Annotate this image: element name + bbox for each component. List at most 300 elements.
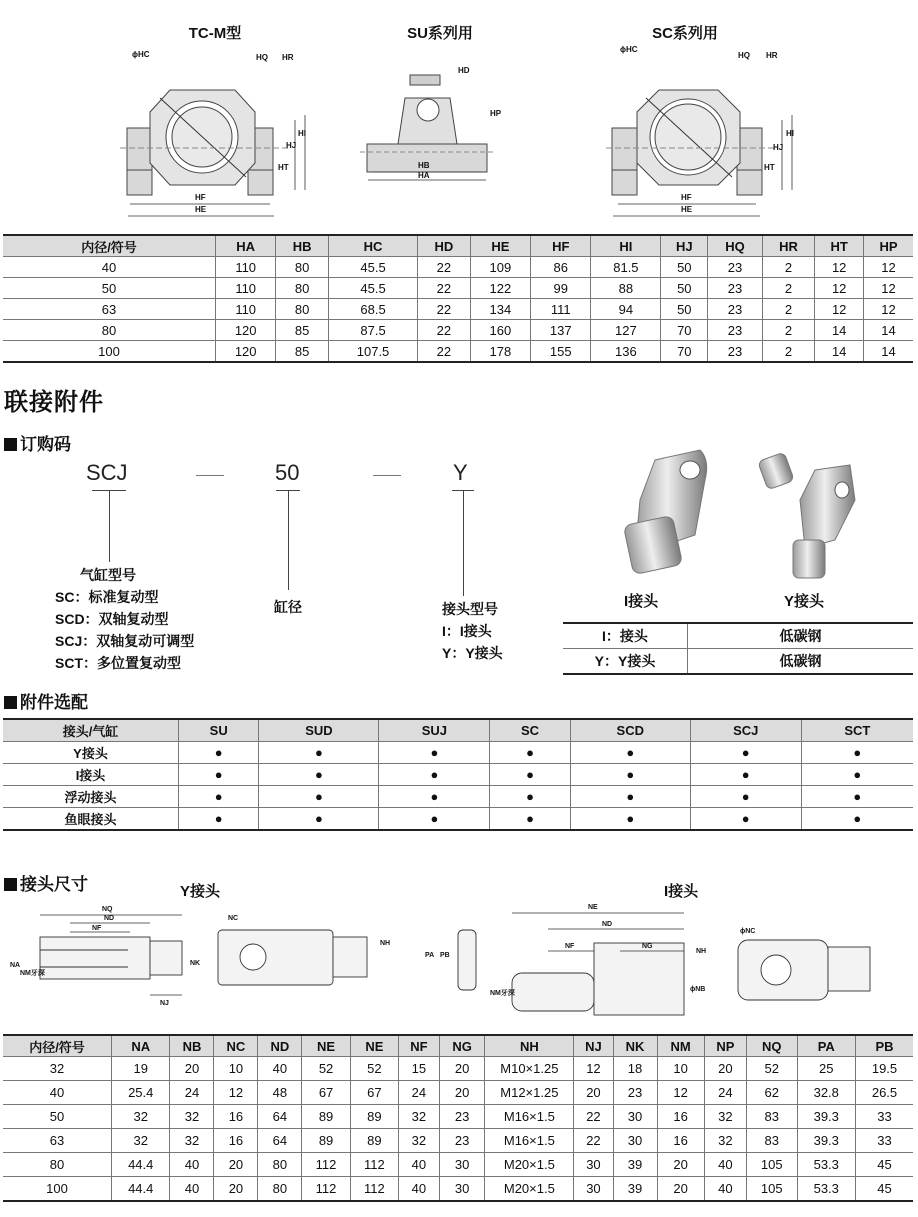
header-cell: SUJ [379,719,490,742]
bullet-dot-icon: ● [626,789,635,804]
bullet-dot-icon: ● [741,789,750,804]
table-cell: 120 [216,320,276,341]
bore-label: 缸径 [274,599,302,615]
table-cell: 134 [470,299,530,320]
code-leader [463,490,464,596]
bullet-dot-icon: ● [214,811,223,826]
table-cell: 68.5 [328,299,417,320]
table-cell: 22 [418,341,471,363]
table-cell: 19.5 [856,1057,914,1081]
joint-dims-heading: 接头尺寸 [4,870,88,895]
bullet-dot-icon: ● [430,745,439,760]
table-cell: 88 [591,278,661,299]
table-row [3,1153,913,1177]
table-cell: 2 [762,320,815,341]
bullet-dot-icon: ● [741,745,750,760]
header-cell: HI [591,235,661,257]
table-cell: 30 [439,1177,485,1202]
table-cell: M20×1.5 [485,1177,574,1202]
table-cell: 23 [439,1105,485,1129]
y-nc-label: NC [228,915,239,922]
table-row [3,257,913,278]
list-item: Y：Y接头 [442,645,503,661]
table-cell [259,742,379,764]
header-cell: SU [179,719,259,742]
tcm-ht-label: HT [278,163,289,172]
table-cell: 22 [418,278,471,299]
table-header-row [3,719,913,742]
i-joint-title: I接头 [664,883,699,900]
bullet-dot-icon: ● [741,811,750,826]
header-cell: HR [762,235,815,257]
bullet-dot-icon: ● [853,745,862,760]
table-cell: 20 [657,1177,704,1202]
su-ha-label: HA [418,171,430,180]
table-cell: 110 [216,299,276,320]
table-cell: 32 [112,1129,170,1153]
table-cell: 32 [3,1057,112,1081]
table-cell: 105 [747,1153,797,1177]
table-cell: 45 [856,1153,914,1177]
table-cell: 89 [302,1129,350,1153]
sc-hf-label: HF [681,193,692,202]
table-cell: 30 [574,1177,613,1202]
y-joint-title: Y接头 [180,883,221,900]
table-cell: 50 [661,257,708,278]
order-code-bore: 50 [275,460,300,485]
table-cell: 120 [216,341,276,363]
bullet-dot-icon: ● [853,789,862,804]
square-bullet-icon [4,878,17,891]
table-cell: 45.5 [328,278,417,299]
su-title: SU系列用 [407,25,473,42]
bullet-dot-icon: ● [526,745,534,760]
table-cell: 89 [350,1129,398,1153]
table-cell: 20 [574,1081,613,1105]
table-row [3,1129,913,1153]
list-item: SCJ：双轴复动可调型 [55,633,195,649]
table-cell: 89 [302,1105,350,1129]
table-cell [259,808,379,831]
sc-he-label: HE [681,205,693,214]
table-cell: 26.5 [856,1081,914,1105]
bullet-dot-icon: ● [626,745,635,760]
y-joint-image [758,452,855,578]
tcm-hi-label: HI [298,129,306,138]
table-cell: 40 [3,257,216,278]
table-cell: 16 [657,1105,704,1129]
table-cell: 浮动接头 [3,786,179,808]
table-cell: 112 [350,1177,398,1202]
header-cell: HC [328,235,417,257]
table-cell: M20×1.5 [485,1153,574,1177]
cylinder-model-title: 气缸型号 [80,567,136,583]
y-nh-label: NH [380,940,391,947]
mount-dimension-table [3,234,913,363]
table-cell: 85 [276,320,329,341]
table-cell: 44.4 [112,1177,170,1202]
table-cell: 64 [258,1129,302,1153]
table-cell: 22 [574,1129,613,1153]
y-nm-label: NM牙深 [20,970,45,977]
header-cell: HT [815,235,864,257]
i-nb-label: ϕNB [690,986,706,993]
y-nf-label: NF [92,925,102,932]
table-cell: 40 [399,1177,440,1202]
table-cell: 80 [258,1153,302,1177]
table-cell: 20 [439,1057,485,1081]
table-cell [259,786,379,808]
table-cell [690,764,801,786]
i-joint-image [623,450,706,575]
table-cell: 100 [3,1177,112,1202]
code-leader [288,490,289,590]
table-cell: 94 [591,299,661,320]
table-cell [379,742,490,764]
table-cell: 50 [661,299,708,320]
table-cell: 24 [170,1081,214,1105]
table-cell: 107.5 [328,341,417,363]
i-nd-label: ND [602,921,613,928]
table-cell: 12 [864,278,913,299]
order-code-separator [196,475,224,476]
square-bullet-icon [4,438,17,451]
table-cell: 12 [815,257,864,278]
table-cell: 19 [112,1057,170,1081]
cylinder-model-list [80,564,136,586]
bullet-dot-icon: ● [430,811,439,826]
table-cell: 136 [591,341,661,363]
table-row [3,808,913,831]
sc-title: SC系列用 [652,25,718,42]
table-cell: 83 [747,1129,797,1153]
table-cell: 23 [708,257,763,278]
table-cell: 30 [574,1153,613,1177]
table-cell [801,742,913,764]
table-cell: 50 [661,278,708,299]
table-cell: 45 [856,1177,914,1202]
table-cell: 99 [531,278,591,299]
table-cell: 155 [531,341,591,363]
header-cell: NH [485,1035,574,1057]
header-cell: NG [439,1035,485,1057]
table-cell: 12 [574,1057,613,1081]
table-cell: 14 [815,320,864,341]
table-cell: 10 [214,1057,258,1081]
table-cell: 39 [613,1177,657,1202]
table-cell: 12 [864,257,913,278]
table-cell: 52 [350,1057,398,1081]
i-nh-label: NH [696,948,707,955]
i-nm-label: NM牙深 [490,990,515,997]
table-cell: 80 [258,1177,302,1202]
table-cell: 20 [214,1177,258,1202]
table-cell: 39.3 [797,1105,855,1129]
header-cell: NC [214,1035,258,1057]
header-cell: HJ [661,235,708,257]
table-cell: 64 [258,1105,302,1129]
table-cell: 30 [613,1105,657,1129]
table-cell: 86 [531,257,591,278]
table-cell: 23 [613,1081,657,1105]
table-row [3,320,913,341]
table-cell: 39 [613,1153,657,1177]
sc-ht-label: HT [764,163,775,172]
table-cell: 32 [399,1105,440,1129]
table-cell: M12×1.25 [485,1081,574,1105]
table-cell: 2 [762,257,815,278]
table-cell [179,808,259,831]
table-cell [259,764,379,786]
table-cell [179,742,259,764]
table-cell: 2 [762,299,815,320]
bullet-dot-icon: ● [314,811,323,826]
table-cell: 22 [418,257,471,278]
table-cell: I：接头 [563,623,688,649]
su-hb-label: HB [418,161,430,170]
bullet-dot-icon: ● [214,789,223,804]
joint-drawings [0,895,918,1025]
header-cell: PA [797,1035,855,1057]
table-cell: 40 [704,1177,746,1202]
table-row [3,1057,913,1081]
header-cell: NE [350,1035,398,1057]
table-cell: 89 [350,1105,398,1129]
table-cell: 109 [470,257,530,278]
table-cell: 16 [657,1129,704,1153]
table-cell: 30 [439,1153,485,1177]
table-cell: 2 [762,341,815,363]
table-cell: 23 [708,320,763,341]
joint-images [610,440,870,590]
table-cell: 23 [439,1129,485,1153]
header-cell: PB [856,1035,914,1057]
bullet-dot-icon: ● [430,767,439,782]
joint-model-list [442,598,503,664]
table-cell [570,808,690,831]
table-cell: 137 [531,320,591,341]
table-cell: 112 [302,1153,350,1177]
sc-hr-label: HR [766,51,778,60]
table-cell [690,808,801,831]
table-cell: 52 [302,1057,350,1081]
table-cell: 2 [762,278,815,299]
table-cell: 53.3 [797,1177,855,1202]
table-cell [801,764,913,786]
table-cell: 14 [815,341,864,363]
table-cell: M16×1.5 [485,1129,574,1153]
table-cell [379,808,490,831]
table-cell: 80 [3,320,216,341]
i-nc-label: ϕNC [740,928,756,935]
bullet-dot-icon: ● [853,811,862,826]
table-cell: 40 [3,1081,112,1105]
header-cell: HE [470,235,530,257]
table-header-row [3,1035,913,1057]
header-cell: HP [864,235,913,257]
joint-dimension-table [3,1034,913,1202]
bullet-dot-icon: ● [314,745,323,760]
table-cell: 22 [418,320,471,341]
i-nf-label: NF [565,943,575,950]
table-cell: 33 [856,1105,914,1129]
accessory-table [3,718,913,831]
y-nq-label: NQ [102,906,113,913]
code-leader [109,490,110,562]
table-cell [570,742,690,764]
table-cell: 85 [276,341,329,363]
table-cell: 63 [3,299,216,320]
table-cell: 67 [350,1081,398,1105]
bullet-dot-icon: ● [314,789,323,804]
tcm-hc-label: ϕHC [132,50,150,59]
table-cell: 32 [112,1105,170,1129]
table-cell: 18 [613,1057,657,1081]
table-row [3,278,913,299]
cylinder-model-items [55,586,194,674]
table-cell: 112 [350,1153,398,1177]
su-drawing [360,75,495,172]
table-cell: 52 [747,1057,797,1081]
table-cell: 80 [276,278,329,299]
table-cell: 12 [657,1081,704,1105]
table-cell: 14 [864,320,913,341]
table-cell: 24 [399,1081,440,1105]
table-cell: 80 [276,257,329,278]
i-pb-label: PB [440,952,450,959]
table-cell [379,786,490,808]
table-cell: 40 [170,1177,214,1202]
tcm-he-label: HE [195,205,207,214]
table-cell: 44.4 [112,1153,170,1177]
tcm-hr-label: HR [282,53,294,62]
table-row [3,1105,913,1129]
table-cell: 12 [815,299,864,320]
table-cell: 40 [399,1153,440,1177]
table-cell: 鱼眼接头 [3,808,179,831]
table-cell: 16 [214,1129,258,1153]
header-cell: HD [418,235,471,257]
table-cell [179,764,259,786]
table-cell: 20 [214,1153,258,1177]
table-row [563,649,913,675]
table-cell [490,786,570,808]
table-cell: 100 [3,341,216,363]
table-cell: 32.8 [797,1081,855,1105]
square-bullet-icon [4,696,17,709]
table-cell: 63 [3,1129,112,1153]
table-cell: 12 [214,1081,258,1105]
table-cell: 22 [574,1105,613,1129]
header-cell: NA [112,1035,170,1057]
table-cell [490,764,570,786]
bullet-dot-icon: ● [214,745,223,760]
i-ng-label: NG [642,943,653,950]
table-cell: Y接头 [3,742,179,764]
header-cell: NK [613,1035,657,1057]
table-row [3,341,913,363]
table-cell: 24 [704,1081,746,1105]
table-row [3,764,913,786]
header-cell: 内径/符号 [3,235,216,257]
su-hd-label: HD [458,66,470,75]
i-pa-label: PA [425,952,435,959]
table-cell: 20 [170,1057,214,1081]
table-cell: 12 [864,299,913,320]
table-cell: 32 [170,1129,214,1153]
table-cell: 62 [747,1081,797,1105]
header-cell: NB [170,1035,214,1057]
table-cell: 32 [704,1129,746,1153]
list-item: SCD：双轴复动型 [55,611,169,627]
table-cell: 83 [747,1105,797,1129]
table-cell: 40 [704,1153,746,1177]
table-cell: 32 [399,1129,440,1153]
table-cell: 80 [276,299,329,320]
table-cell: 25 [797,1057,855,1081]
header-cell: NM [657,1035,704,1057]
table-cell: 低碳钢 [688,623,914,649]
table-cell: 32 [704,1105,746,1129]
mount-drawings [0,40,918,220]
header-cell: SCD [570,719,690,742]
table-cell: 32 [170,1105,214,1129]
table-cell: 40 [258,1057,302,1081]
table-header-row [3,235,913,257]
tcm-hj-label: HJ [286,141,297,150]
header-cell: HF [531,235,591,257]
table-cell: 40 [170,1153,214,1177]
sc-drawing [606,90,776,195]
table-cell: 111 [531,299,591,320]
table-cell: 87.5 [328,320,417,341]
table-cell: 23 [708,278,763,299]
header-cell: SCT [801,719,913,742]
table-cell: 45.5 [328,257,417,278]
table-cell: 53.3 [797,1153,855,1177]
sc-hj-label: HJ [773,143,784,152]
bullet-dot-icon: ● [214,767,223,782]
table-row [3,742,913,764]
table-cell: 80 [3,1153,112,1177]
header-cell: NE [302,1035,350,1057]
table-row [3,786,913,808]
table-cell: 122 [470,278,530,299]
y-nj-label: NJ [160,1000,169,1007]
header-cell: 内径/符号 [3,1035,112,1057]
header-cell: HA [216,235,276,257]
bullet-dot-icon: ● [526,811,534,826]
table-cell [490,808,570,831]
section-title: 联接附件 [4,389,104,416]
bullet-dot-icon: ● [853,767,862,782]
accessory-heading: 附件选配 [4,688,88,713]
table-cell: 低碳钢 [688,649,914,675]
table-cell: 48 [258,1081,302,1105]
order-code-joint: Y [453,460,468,485]
i-ne-label: NE [588,904,598,911]
list-item: I：I接头 [442,623,492,639]
sc-hc-label: ϕHC [620,45,638,54]
table-cell [801,808,913,831]
table-cell: 39.3 [797,1129,855,1153]
table-cell: 10 [657,1057,704,1081]
header-cell: SCJ [690,719,801,742]
table-cell: 112 [302,1177,350,1202]
table-cell: Y：Y接头 [563,649,688,675]
table-cell: M10×1.25 [485,1057,574,1081]
table-cell: 20 [439,1081,485,1105]
